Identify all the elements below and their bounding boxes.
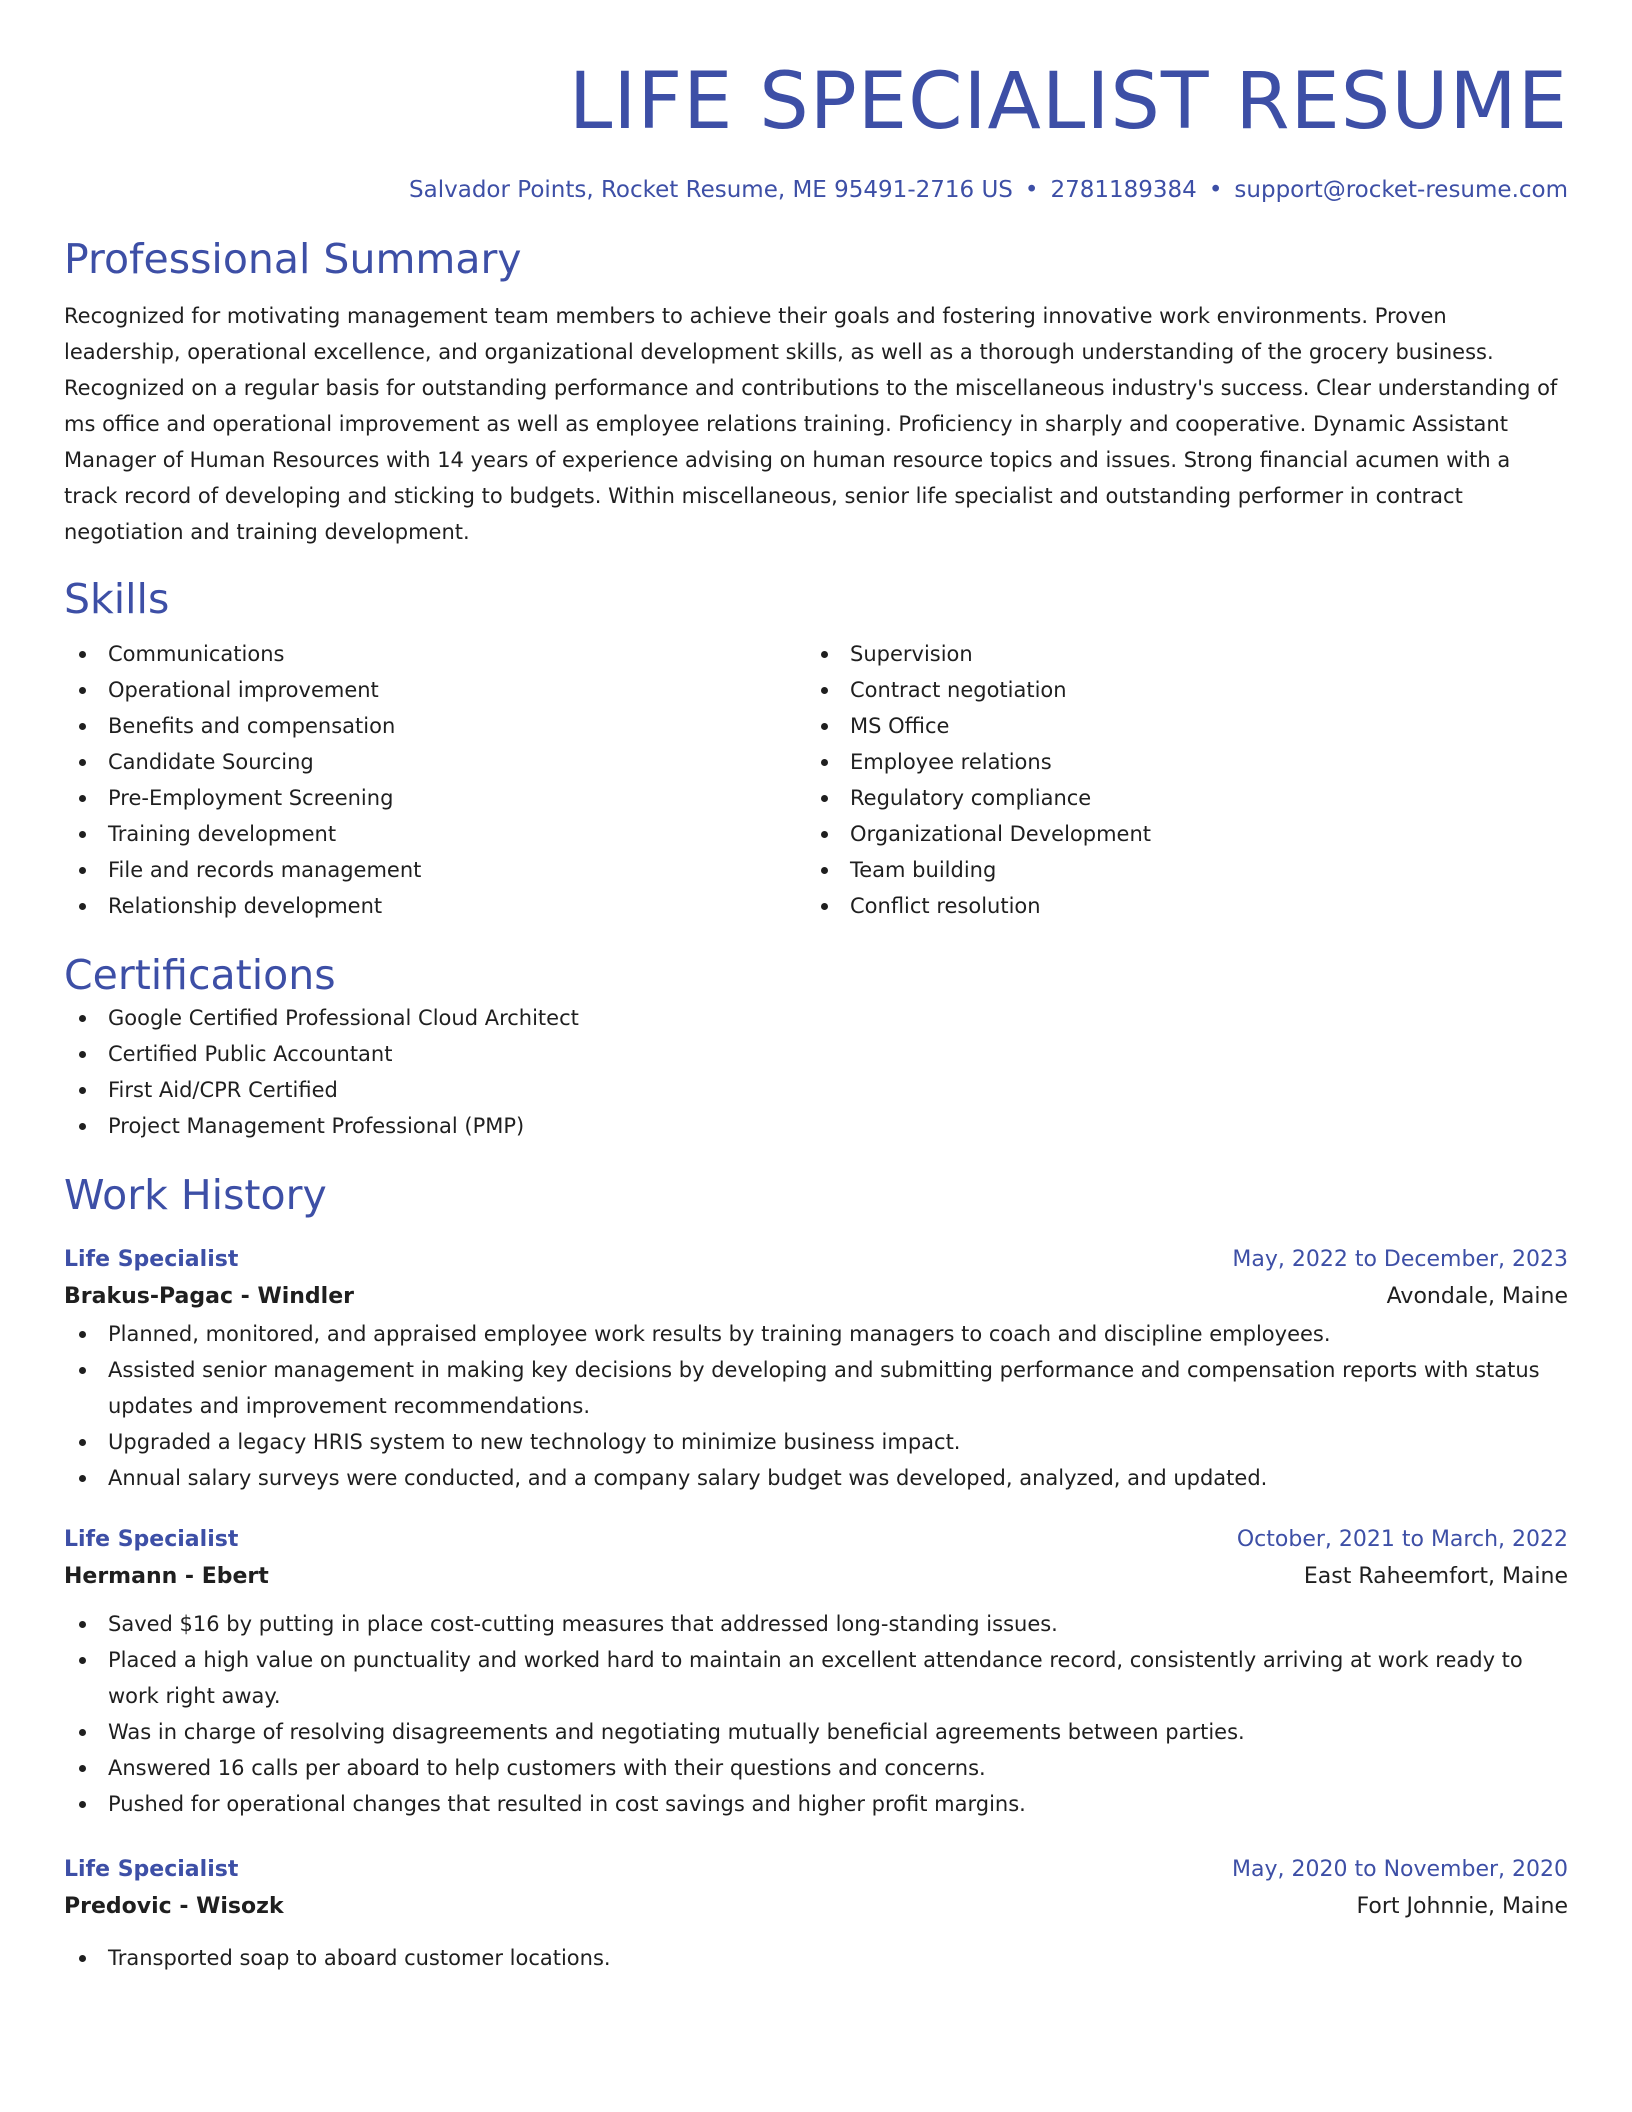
job-header: [64, 1522, 1568, 1558]
skills-column-right: [806, 636, 1548, 924]
job-entry: [64, 1522, 1568, 1822]
job-header: [64, 1852, 1568, 1888]
resume-page: [64, 0, 1568, 1976]
summary-heading: Professional Summary: [64, 235, 522, 283]
certification-item: Google Certified Professional Cloud Architect: [64, 1000, 1568, 1036]
skill-item: Benefits and compensation: [64, 708, 806, 744]
skill-item: Regulatory compliance: [806, 780, 1548, 816]
skill-item: MS Office: [806, 708, 1548, 744]
certification-item: First Aid/CPR Certified: [64, 1072, 1568, 1108]
skill-item: Contract negotiation: [806, 672, 1548, 708]
job-dates: May, 2022 to December, 2023: [1232, 1247, 1568, 1272]
skill-item: Organizational Development: [806, 816, 1548, 852]
job-title: Life Specialist: [64, 1527, 239, 1552]
job-title: Life Specialist: [64, 1857, 239, 1882]
contact-separator: •: [1208, 177, 1223, 203]
contact-phone: 2781189384: [1050, 177, 1197, 203]
job-duty-item: Pushed for operational changes that resulted in cost savings and higher profit margins.: [64, 1786, 1568, 1822]
skill-item: Candidate Sourcing: [64, 744, 806, 780]
summary-text: Recognized for motivating management team members to achieve their goals and fostering innovative work environments. Proven leadership, operational excellence, and organizational development skills, as well as a thorough understanding of the grocery business. Recognized on a regular basis for outstanding performance and contributions to the miscellaneous industry's success. Clear understanding of ms office and operational improvement as well as employee relations training. Proficiency in sharply and cooperative. Dynamic Assistant Manager of Human Resources with 14 years of experience advising on human resource topics and issues. Strong financial acumen with a track record of developing and sticking to budgets. Within miscellaneous, senior life specialist and outstanding performer in contract negotiation and training development.: [64, 304, 1558, 544]
job-duties: [64, 1316, 1568, 1496]
job-location: Fort Johnnie, Maine: [1356, 1894, 1568, 1919]
job-duty-item: Answered 16 calls per aboard to help customers with their questions and concerns.: [64, 1750, 1568, 1786]
skills-list-left: [64, 636, 806, 924]
skill-item: Team building: [806, 852, 1548, 888]
job-duty-item: Assisted senior management in making key decisions by developing and submitting performance and compensation reports with status updates and improvement recommendations.: [64, 1352, 1568, 1424]
job-subheader: [64, 1278, 1568, 1316]
certification-item: Certified Public Accountant: [64, 1036, 1568, 1072]
skills-columns: [64, 636, 1568, 924]
job-duty-item: Was in charge of resolving disagreements and negotiating mutually beneficial agreements between parties.: [64, 1714, 1568, 1750]
certifications-heading: Certifications: [64, 951, 336, 999]
certification-item: Project Management Professional (PMP): [64, 1108, 1568, 1144]
job-duty-item: Annual salary surveys were conducted, and a company salary budget was developed, analyzed, and updated.: [64, 1460, 1568, 1496]
job-duties: [64, 1606, 1568, 1822]
skills-list-right: [806, 636, 1548, 924]
job-duty-item: Saved $16 by putting in place cost-cutting measures that addressed long-standing issues.: [64, 1606, 1568, 1642]
job-duty-item: Transported soap to aboard customer locations.: [64, 1940, 1568, 1976]
job-title: Life Specialist: [64, 1247, 239, 1272]
job-entry: [64, 1852, 1568, 1976]
skill-item: Training development: [64, 816, 806, 852]
job-subheader: [64, 1558, 1568, 1596]
job-company: Hermann - Ebert: [64, 1564, 269, 1589]
job-location: Avondale, Maine: [1386, 1284, 1568, 1309]
certifications-list: [64, 1000, 1568, 1144]
job-company: Brakus-Pagac - Windler: [64, 1284, 354, 1309]
skill-item: Employee relations: [806, 744, 1548, 780]
job-duty-item: Placed a high value on punctuality and worked hard to maintain an excellent attendance record, consistently arriving at work ready to work right away.: [64, 1642, 1568, 1714]
job-entry: [64, 1242, 1568, 1496]
job-dates: October, 2021 to March, 2022: [1236, 1527, 1568, 1552]
contact-separator: •: [1024, 177, 1039, 203]
job-duty-item: Planned, monitored, and appraised employee work results by training managers to coach and discipline employees.: [64, 1316, 1568, 1352]
skill-item: Supervision: [806, 636, 1548, 672]
skills-column-left: [64, 636, 806, 924]
contact-address: Salvador Points, Rocket Resume, ME 95491-2716 US: [409, 177, 1013, 203]
skill-item: Pre-Employment Screening: [64, 780, 806, 816]
job-subheader: [64, 1888, 1568, 1926]
skill-item: Operational improvement: [64, 672, 806, 708]
job-location: East Raheemfort, Maine: [1303, 1564, 1568, 1589]
job-dates: May, 2020 to November, 2020: [1232, 1857, 1568, 1882]
skill-item: File and records management: [64, 852, 806, 888]
skill-item: Conflict resolution: [806, 888, 1548, 924]
job-header: [64, 1242, 1568, 1278]
job-company: Predovic - Wisozk: [64, 1894, 284, 1919]
resume-title: LIFE SPECIALIST RESUME: [568, 57, 1568, 147]
skill-item: Communications: [64, 636, 806, 672]
work-history-heading: Work History: [64, 1171, 327, 1219]
job-duty-item: Upgraded a legacy HRIS system to new technology to minimize business impact.: [64, 1424, 1568, 1460]
job-duties: [64, 1940, 1568, 1976]
skills-heading: Skills: [64, 575, 170, 623]
contact-email: support@rocket-resume.com: [1234, 177, 1568, 203]
skill-item: Relationship development: [64, 888, 806, 924]
contact-line: [64, 174, 1568, 206]
